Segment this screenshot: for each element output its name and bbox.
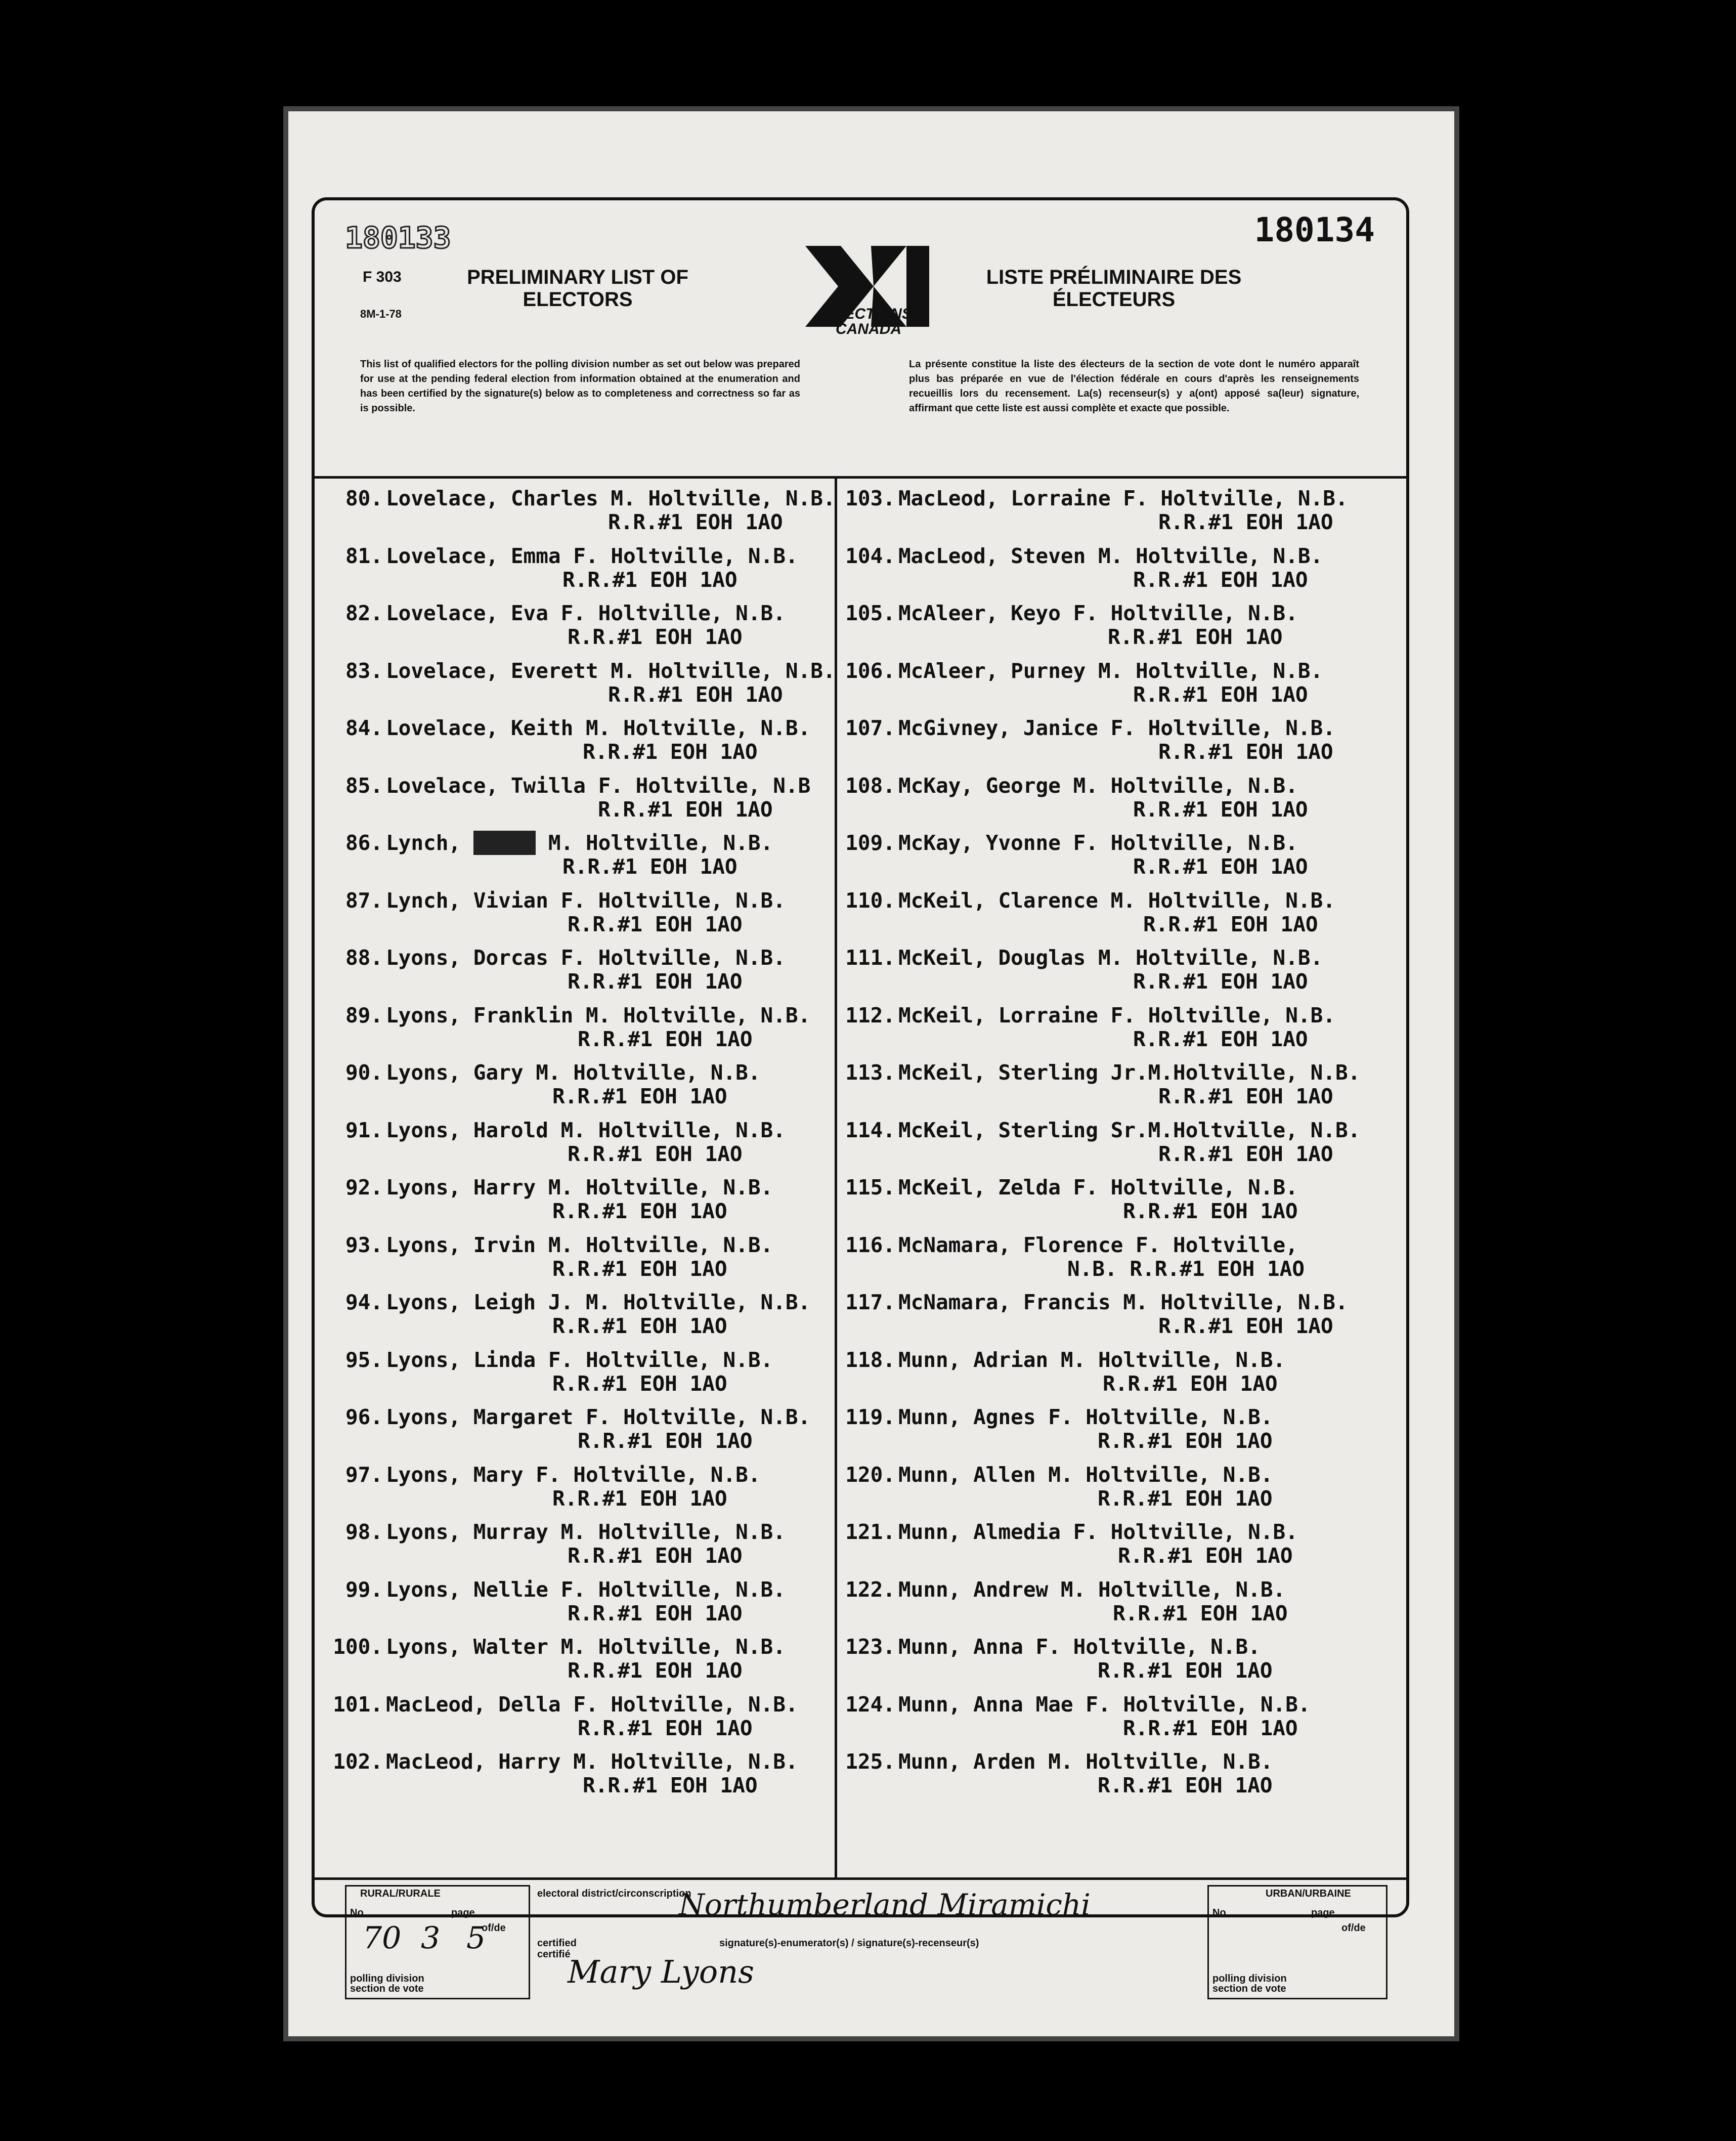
entry-address: R.R.#1 EOH 1AO <box>1098 1773 1273 1797</box>
list-item <box>840 1520 1401 1577</box>
form-footer <box>315 1877 1406 2004</box>
entry-name: Lyons, Mary F. Holtville, N.B. <box>386 1462 761 1487</box>
entry-number: 115. <box>845 1175 895 1200</box>
entry-address: R.R.#1 EOH 1AO <box>552 1084 727 1108</box>
list-item <box>840 1577 1401 1635</box>
entry-number: 120. <box>845 1462 895 1487</box>
entry-number: 85. <box>345 773 383 798</box>
urban-label: URBAN/URBAINE <box>1266 1888 1351 1899</box>
entry-number: 111. <box>845 946 895 970</box>
entry-name: McAleer, Keyo F. Holtville, N.B. <box>898 601 1298 625</box>
entry-name: Munn, Anna F. Holtville, N.B. <box>898 1635 1261 1659</box>
entry-name: Lyons, Walter M. Holtville, N.B. <box>386 1635 786 1659</box>
rural-of-label: of/de <box>482 1922 506 1934</box>
entry-number: 100. <box>333 1635 383 1659</box>
list-item <box>840 1348 1401 1405</box>
entry-number: 102. <box>333 1749 383 1774</box>
entry-address: R.R.#1 EOH 1AO <box>562 567 737 592</box>
entry-number: 118. <box>845 1347 895 1372</box>
entry-name: Munn, Adrian M. Holtville, N.B. <box>898 1347 1286 1372</box>
rural-section-label: section de vote <box>350 1983 424 1994</box>
entry-address: R.R.#1 EOH 1AO <box>1108 625 1283 649</box>
entry-number: 87. <box>345 888 383 913</box>
redacted-name: Henry <box>473 831 536 855</box>
list-item <box>325 888 831 946</box>
entry-name: McKay, George M. Holtville, N.B. <box>898 773 1298 798</box>
entry-address: R.R.#1 EOH 1AO <box>1133 567 1308 592</box>
entry-address: R.R.#1 EOH 1AO <box>568 1141 743 1166</box>
entry-name: Lyons, Margaret F. Holtville, N.B. <box>386 1405 811 1429</box>
entry-name: Munn, Allen M. Holtville, N.B. <box>898 1462 1273 1487</box>
entry-address: R.R.#1 EOH 1AO <box>552 1314 727 1338</box>
entry-number: 84. <box>345 716 383 740</box>
entry-address: R.R.#1 EOH 1AO <box>1158 1141 1333 1166</box>
entry-number: 99. <box>345 1577 383 1602</box>
list-item <box>325 1635 831 1692</box>
entry-name: Munn, Agnes F. Holtville, N.B. <box>898 1405 1273 1429</box>
entry-address: R.R.#1 EOH 1AO <box>1158 740 1333 764</box>
entry-number: 105. <box>845 601 895 625</box>
rural-label: RURAL/RURALE <box>360 1888 441 1899</box>
entry-name: Lyons, Murray M. Holtville, N.B. <box>386 1520 786 1544</box>
entry-number: 108. <box>845 773 895 798</box>
urban-polling-label: polling division <box>1212 1973 1287 1984</box>
entry-address: R.R.#1 EOH 1AO <box>552 1199 727 1223</box>
entry-number: 81. <box>345 543 383 568</box>
entry-name: McGivney, Janice F. Holtville, N.B. <box>898 716 1335 740</box>
title-french-line1: LISTE PRÉLIMINAIRE DES <box>986 266 1242 288</box>
entry-number: 107. <box>845 716 895 740</box>
entry-address: R.R.#1 EOH 1AO <box>583 1773 758 1797</box>
entry-number: 104. <box>845 543 895 568</box>
entry-number: 89. <box>345 1003 383 1027</box>
header-divider <box>315 476 1406 479</box>
entry-number: 110. <box>845 888 895 913</box>
entry-address: R.R.#1 EOH 1AO <box>1158 510 1333 534</box>
entry-address: R.R.#1 EOH 1AO <box>1123 1716 1298 1740</box>
entry-name: MacLeod, Lorraine F. Holtville, N.B. <box>898 486 1348 510</box>
entry-name: Lovelace, Charles M. Holtville, N.B. <box>386 486 836 510</box>
entry-number: 90. <box>345 1060 383 1085</box>
form-date: 8M-1-78 <box>360 308 402 320</box>
list-item <box>325 1348 831 1405</box>
entry-name: Lyons, Irvin M. Holtville, N.B. <box>386 1232 773 1257</box>
list-item <box>840 1635 1401 1692</box>
entry-name: McKeil, Zelda F. Holtville, N.B. <box>898 1175 1298 1200</box>
entry-address: R.R.#1 EOH 1AO <box>578 1716 753 1740</box>
entry-address: R.R.#1 EOH 1AO <box>568 625 743 649</box>
stamp-number-right: 180134 <box>1254 210 1375 249</box>
entry-number: 92. <box>345 1175 383 1200</box>
entry-name: Lyons, Harry M. Holtville, N.B. <box>386 1175 773 1200</box>
list-item <box>840 946 1401 1003</box>
rural-polling-label: polling division <box>350 1973 424 1984</box>
entry-number: 96. <box>345 1405 383 1429</box>
list-item <box>840 1003 1401 1061</box>
list-item <box>840 888 1401 946</box>
entry-number: 82. <box>345 601 383 625</box>
entry-name: McKeil, Clarence M. Holtville, N.B. <box>898 888 1335 913</box>
certified-label: certified <box>537 1938 577 1949</box>
list-item <box>325 1003 831 1061</box>
stamp-number-left: 180133 <box>345 221 451 255</box>
entry-name: McKay, Yvonne F. Holtville, N.B. <box>898 831 1298 855</box>
entry-number: 113. <box>845 1060 895 1085</box>
entry-name: Munn, Arden M. Holtville, N.B. <box>898 1749 1273 1774</box>
list-item <box>325 544 831 602</box>
list-item <box>840 544 1401 602</box>
entry-number: 94. <box>345 1290 383 1314</box>
urban-section-label: section de vote <box>1212 1983 1286 1994</box>
entry-name: Lovelace, Emma F. Holtville, N.B. <box>386 543 798 568</box>
entry-address: R.R.#1 EOH 1AO <box>568 1544 743 1568</box>
list-item <box>840 1175 1401 1233</box>
entry-address: R.R.#1 EOH 1AO <box>1098 1486 1273 1511</box>
entry-name: Lovelace, Eva F. Holtville, N.B. <box>386 601 786 625</box>
title-french-line2: ÉLECTEURS <box>1052 288 1176 311</box>
entry-name: Lovelace, Everett M. Holtville, N.B. <box>386 658 836 683</box>
title-french <box>972 266 1255 311</box>
rural-no-label: No <box>350 1907 364 1918</box>
entry-name: Lyons, Dorcas F. Holtville, N.B. <box>386 946 786 970</box>
entry-number: 112. <box>845 1003 895 1027</box>
list-item <box>325 831 831 888</box>
list-item <box>840 1060 1401 1118</box>
list-item <box>840 774 1401 831</box>
entry-number: 122. <box>845 1577 895 1602</box>
entry-number: 91. <box>345 1118 383 1142</box>
footer-divider <box>315 1877 1406 1880</box>
entry-address: R.R.#1 EOH 1AO <box>598 797 773 822</box>
entry-address: R.R.#1 EOH 1AO <box>1118 1544 1293 1568</box>
entry-number: 97. <box>345 1462 383 1487</box>
entry-name: Lyons, Nellie F. Holtville, N.B. <box>386 1577 786 1602</box>
electors-form <box>312 197 1409 1994</box>
rural-page-label: page <box>451 1907 475 1918</box>
entry-surname: Lynch, <box>386 831 473 855</box>
entry-name: Lovelace, Keith M. Holtville, N.B. <box>386 716 811 740</box>
entry-number: 106. <box>845 658 895 683</box>
form-code: F 303 <box>363 269 402 285</box>
entry-number: 101. <box>333 1692 383 1717</box>
entry-name: Lyons, Harold M. Holtville, N.B. <box>386 1118 786 1142</box>
urban-of-label: of/de <box>1341 1922 1366 1934</box>
logo-line1: ELECTIONS <box>825 306 912 322</box>
enumerator-signature: Mary Lyons <box>568 1953 755 1990</box>
list-item <box>325 1463 831 1520</box>
list-item <box>840 1692 1401 1750</box>
list-item <box>325 658 836 716</box>
entry-address: R.R.#1 EOH 1AO <box>1143 912 1318 936</box>
list-item <box>325 1118 831 1176</box>
list-item <box>325 774 831 831</box>
elections-canada-logo <box>785 231 952 342</box>
entry-name: McKeil, Lorraine F. Holtville, N.B. <box>898 1003 1335 1027</box>
title-english-line1: PRELIMINARY LIST OF <box>467 266 688 288</box>
urban-no-label: No <box>1212 1907 1226 1918</box>
entry-number: 117. <box>845 1290 895 1314</box>
logo-line2: CANADA <box>836 321 901 337</box>
entry-number: 121. <box>845 1520 895 1544</box>
entry-address: R.R.#1 EOH 1AO <box>608 682 783 707</box>
signature-label: signature(s)-enumerator(s) / signature(s)-recenseur(s) <box>719 1938 979 1949</box>
list-item <box>325 1405 831 1463</box>
entry-name: McNamara, Florence F. Holtville, <box>898 1232 1298 1257</box>
entry-name: Munn, Andrew M. Holtville, N.B. <box>898 1577 1286 1602</box>
entry-address: R.R.#1 EOH 1AO <box>578 1429 753 1453</box>
document-page <box>283 106 1459 2041</box>
elector-list-left <box>325 486 836 1807</box>
entry-number: 83. <box>345 658 383 683</box>
entry-number: 124. <box>845 1692 895 1717</box>
entry-address: R.R.#1 EOH 1AO <box>578 1026 753 1051</box>
entry-name: McKeil, Douglas M. Holtville, N.B. <box>898 946 1323 970</box>
list-item <box>325 486 836 544</box>
entry-number: 125. <box>845 1749 895 1774</box>
entry-address: R.R.#1 EOH 1AO <box>562 854 737 879</box>
list-item <box>840 601 1401 659</box>
entry-address: R.R.#1 EOH 1AO <box>1103 1371 1278 1396</box>
entry-address: R.R.#1 EOH 1AO <box>1098 1658 1273 1683</box>
list-item <box>840 1233 1401 1291</box>
entry-name: McNamara, Francis M. Holtville, N.B. <box>898 1290 1348 1314</box>
district-value: Northumberland Miramichi <box>679 1888 1091 1922</box>
intro-french: La présente constitue la liste des électeurs de la section de vote dont le numéro apparaît plus bas préparée en vue de l'élection fédérale en cours d'après les renseignements recueillis lors du recensement. La(s) recenseur(s) y a(ont) apposé sa(leur) signature, affirmant que cette liste est aussi complète et exacte que possible. <box>909 359 1359 414</box>
entry-number: 123. <box>845 1635 895 1659</box>
list-item <box>325 601 831 659</box>
entry-number: 119. <box>845 1405 895 1429</box>
entry-address: R.R.#1 EOH 1AO <box>552 1256 727 1281</box>
elections-canada-wordmark <box>790 307 947 337</box>
entry-address: R.R.#1 EOH 1AO <box>552 1486 727 1511</box>
entry-address: R.R.#1 EOH 1AO <box>1113 1601 1288 1625</box>
entry-address: R.R.#1 EOH 1AO <box>583 740 758 764</box>
entry-name: McKeil, Sterling Jr.M.Holtville, N.B. <box>898 1060 1361 1085</box>
title-english-line2: ELECTORS <box>523 288 633 311</box>
entry-name: MacLeod, Steven M. Holtville, N.B. <box>898 543 1323 568</box>
entry-name: MacLeod, Harry M. Holtville, N.B. <box>386 1749 798 1774</box>
entry-number: 114. <box>845 1118 895 1142</box>
entry-number: 116. <box>845 1232 895 1257</box>
entry-name: Munn, Almedia F. Holtville, N.B. <box>898 1520 1298 1544</box>
entry-address: R.R.#1 EOH 1AO <box>568 1658 743 1683</box>
entry-address: R.R.#1 EOH 1AO <box>1133 682 1308 707</box>
list-item <box>840 1405 1401 1463</box>
entry-number: 98. <box>345 1520 383 1544</box>
entry-name: Munn, Anna Mae F. Holtville, N.B. <box>898 1692 1311 1717</box>
list-item <box>325 1233 831 1291</box>
list-item <box>840 1749 1401 1807</box>
list-item <box>325 1060 831 1118</box>
entry-address: R.R.#1 EOH 1AO <box>1158 1084 1333 1108</box>
entry-number: 95. <box>345 1347 383 1372</box>
polling-number: 70 <box>363 1920 402 1956</box>
entry-address: R.R.#1 EOH 1AO <box>1158 1314 1333 1338</box>
urban-page-label: page <box>1311 1907 1335 1918</box>
intro-english: This list of qualified electors for the polling division number as set out below was prepared for use at the pending federal election from information obtained at the enumeration and has been certified by the signature(s) below as to completeness and correctness so far as is possible. <box>360 359 800 414</box>
title-english <box>461 266 694 311</box>
entry-name: McKeil, Sterling Sr.M.Holtville, N.B. <box>898 1118 1361 1142</box>
entry-address: R.R.#1 EOH 1AO <box>1123 1199 1298 1223</box>
list-item <box>325 716 831 774</box>
list-item <box>840 1118 1401 1176</box>
list-item <box>325 1290 831 1348</box>
entry-address: R.R.#1 EOH 1AO <box>1133 969 1308 994</box>
entry-number: 93. <box>345 1232 383 1257</box>
entry-address: R.R.#1 EOH 1AO <box>568 969 743 994</box>
entry-name: Lyons, Linda F. Holtville, N.B. <box>386 1347 773 1372</box>
entry-address: R.R.#1 EOH 1AO <box>1098 1429 1273 1453</box>
entry-name: Lyons, Franklin M. Holtville, N.B. <box>386 1003 811 1027</box>
entry-address: R.R.#1 EOH 1AO <box>1133 854 1308 879</box>
list-item <box>325 1577 831 1635</box>
list-item <box>325 1692 831 1750</box>
district-label: electoral district/circonscription <box>537 1888 691 1899</box>
entry-number: 88. <box>345 946 383 970</box>
entry-address: R.R.#1 EOH 1AO <box>1133 797 1308 822</box>
list-item <box>325 1749 831 1807</box>
list-item <box>325 946 831 1003</box>
column-divider <box>835 476 837 1877</box>
entry-address: R.R.#1 EOH 1AO <box>568 1601 743 1625</box>
entry-address: R.R.#1 EOH 1AO <box>568 912 743 936</box>
list-item <box>325 1175 831 1233</box>
entry-name-rest: M. Holtville, N.B. <box>536 831 773 855</box>
list-item <box>840 486 1401 544</box>
entry-name: McAleer, Purney M. Holtville, N.B. <box>898 658 1323 683</box>
entry-address: R.R.#1 EOH 1AO <box>552 1371 727 1396</box>
elector-list-right <box>840 486 1401 1807</box>
entry-number: 80. <box>345 486 383 510</box>
entry-number: 86. <box>345 831 383 855</box>
list-item <box>840 1463 1401 1520</box>
entry-address: R.R.#1 EOH 1AO <box>608 510 783 534</box>
entry-name: Lovelace, Twilla F. Holtville, N.B <box>386 773 811 798</box>
entry-address: N.B. R.R.#1 EOH 1AO <box>1067 1256 1305 1281</box>
entry-name: Lynch, Vivian F. Holtville, N.B. <box>386 888 786 913</box>
list-item <box>840 831 1401 888</box>
certifie-label: certifié <box>537 1949 571 1960</box>
entry-name: MacLeod, Della F. Holtville, N.B. <box>386 1692 798 1717</box>
entry-name: Lyons, Leigh J. M. Holtville, N.B. <box>386 1290 811 1314</box>
entry-number: 103. <box>845 486 895 510</box>
entry-address: R.R.#1 EOH 1AO <box>1133 1026 1308 1051</box>
list-item <box>840 1290 1401 1348</box>
page-total: 5 <box>466 1920 486 1956</box>
entry-number: 109. <box>845 831 895 855</box>
page-number: 3 <box>421 1920 441 1956</box>
list-item <box>325 1520 831 1577</box>
list-item <box>840 716 1401 774</box>
list-item <box>840 659 1401 716</box>
entry-name: Lyons, Gary M. Holtville, N.B. <box>386 1060 761 1085</box>
